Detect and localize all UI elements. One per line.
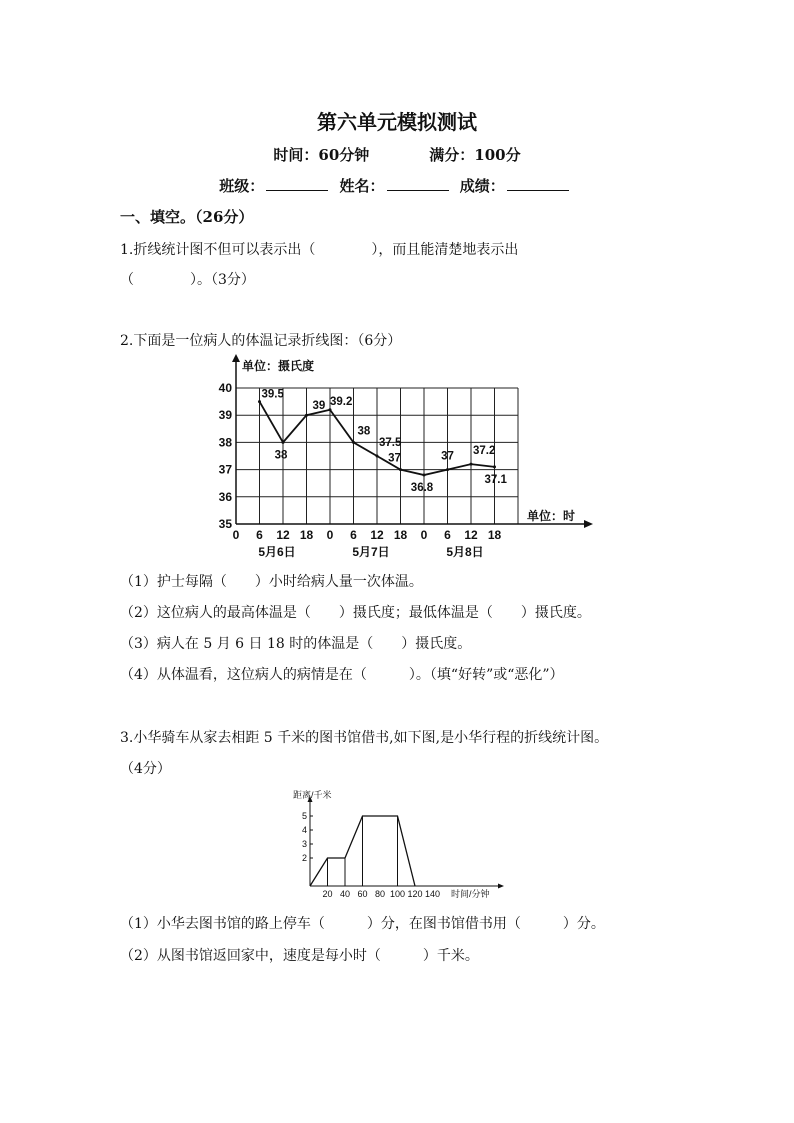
x-tick-label: 120 xyxy=(407,889,423,899)
exam-meta xyxy=(0,144,794,165)
data-point xyxy=(305,414,308,417)
data-point xyxy=(399,468,402,471)
data-point xyxy=(282,441,285,444)
x-tick-label: 0 xyxy=(326,528,334,542)
question-3-stem-line-2: （4分） xyxy=(120,761,171,777)
x-tick-label: 0 xyxy=(232,528,240,542)
grade-label: 成绩： xyxy=(459,177,505,195)
score-label: 满分：100分 xyxy=(429,146,521,164)
question-2-sub-2: （2）这位病人的最高体温是（ ）摄氏度；最低体温是（ ）摄氏度。 xyxy=(120,605,591,621)
data-label: 37 xyxy=(388,452,401,465)
question-3-sub-1: （1）小华去图书馆的路上停车（ ）分，在图书馆借书用（ ）分。 xyxy=(120,916,605,932)
student-info xyxy=(0,175,794,196)
x-axis-arrow xyxy=(584,520,593,528)
data-label: 39 xyxy=(312,400,326,413)
question-3-sub-2: （2）从图书馆返回家中，速度是每小时（ ）千米。 xyxy=(120,948,479,964)
x-tick-label: 40 xyxy=(339,889,351,899)
x-tick-label: 0 xyxy=(420,528,428,542)
class-blank[interactable] xyxy=(266,176,328,191)
x-tick-label: 18 xyxy=(487,528,502,542)
question-1-line-2: （ ）。（3分） xyxy=(120,272,255,288)
x-tick-label: 20 xyxy=(322,889,333,899)
x-tick-label: 6 xyxy=(444,528,451,542)
class-label: 班级： xyxy=(219,177,265,195)
data-label: 39.5 xyxy=(261,388,284,401)
y-tick-label: 35 xyxy=(218,517,232,531)
question-2-sub-4: （4）从体温看，这位病人的病情是在（ ）。（填“好转”或“恶化”） xyxy=(120,667,564,683)
x-axis-title: 单位：时 xyxy=(527,509,576,523)
data-label: 37.1 xyxy=(484,473,507,486)
x-tick-label: 60 xyxy=(357,889,368,899)
data-point xyxy=(423,474,426,477)
x-tick-label: 6 xyxy=(350,528,357,542)
grade-blank[interactable] xyxy=(507,176,569,191)
y-axis-title: 距离/千米 xyxy=(293,790,332,800)
y-tick-label: 37 xyxy=(218,462,232,477)
data-label: 38 xyxy=(274,449,288,462)
y-tick-label: 40 xyxy=(218,381,232,395)
y-tick-label: 39 xyxy=(218,408,232,423)
data-point xyxy=(352,441,355,444)
x-tick-label: 100 xyxy=(389,889,406,899)
data-point xyxy=(446,468,449,471)
y-tick-label: 36 xyxy=(218,489,232,504)
data-point xyxy=(329,408,332,411)
x-tick-label: 18 xyxy=(299,528,314,542)
name-label: 姓名： xyxy=(339,177,385,195)
y-tick-label: 2 xyxy=(301,853,307,863)
section-heading: 一、填空。（26分） xyxy=(120,208,254,226)
y-tick-label: 5 xyxy=(301,811,307,821)
day-label: 5月6日 xyxy=(258,545,296,559)
data-label: 36.8 xyxy=(410,482,434,495)
x-tick-label: 6 xyxy=(256,528,263,542)
page-title: 第六单元模拟测试 xyxy=(317,110,477,134)
y-tick-label: 38 xyxy=(218,435,232,450)
data-point xyxy=(493,465,496,468)
x-tick-label: 80 xyxy=(374,889,386,899)
x-tick-label: 12 xyxy=(464,528,478,542)
data-label: 37 xyxy=(441,450,454,463)
time-label: 时间：60分钟 xyxy=(273,146,370,164)
data-label: 39.2 xyxy=(330,395,353,408)
data-point xyxy=(470,463,473,466)
distance-chart xyxy=(285,786,515,906)
data-label: 37.5 xyxy=(379,437,402,449)
name-blank[interactable] xyxy=(387,176,449,191)
y-axis-arrow xyxy=(232,354,240,362)
data-label: 37.2 xyxy=(473,445,496,458)
x-tick-label: 140 xyxy=(424,889,441,899)
day-label: 5月8日 xyxy=(446,545,484,559)
x-axis-arrow xyxy=(498,884,504,889)
day-label: 5月7日 xyxy=(352,545,390,559)
x-axis-title: 时间/分钟 xyxy=(451,889,490,899)
y-tick-label: 4 xyxy=(301,825,307,835)
y-axis-title: 单位：摄氏度 xyxy=(242,359,315,373)
y-tick-label: 3 xyxy=(301,839,307,849)
question-1-line-1: 1.折线统计图不但可以表示出（ ），而且能清楚地表示出 xyxy=(120,242,519,258)
temperature-chart xyxy=(200,352,600,567)
data-point xyxy=(376,455,379,458)
data-label: 38 xyxy=(357,425,371,438)
x-tick-label: 18 xyxy=(393,528,408,542)
question-3-stem-line-1: 3.小华骑车从家去相距 5 千米的图书馆借书,如下图,是小华行程的折线统计图。 xyxy=(120,730,609,746)
x-tick-label: 12 xyxy=(370,528,384,542)
question-2-stem: 2.下面是一位病人的体温记录折线图：（6分） xyxy=(120,333,402,349)
question-2-sub-3: （3）病人在 5 月 6 日 18 时的体温是（ ）摄氏度。 xyxy=(120,636,472,652)
x-tick-label: 12 xyxy=(276,528,290,542)
question-2-sub-1: （1）护士每隔（ ）小时给病人量一次体温。 xyxy=(120,574,423,590)
